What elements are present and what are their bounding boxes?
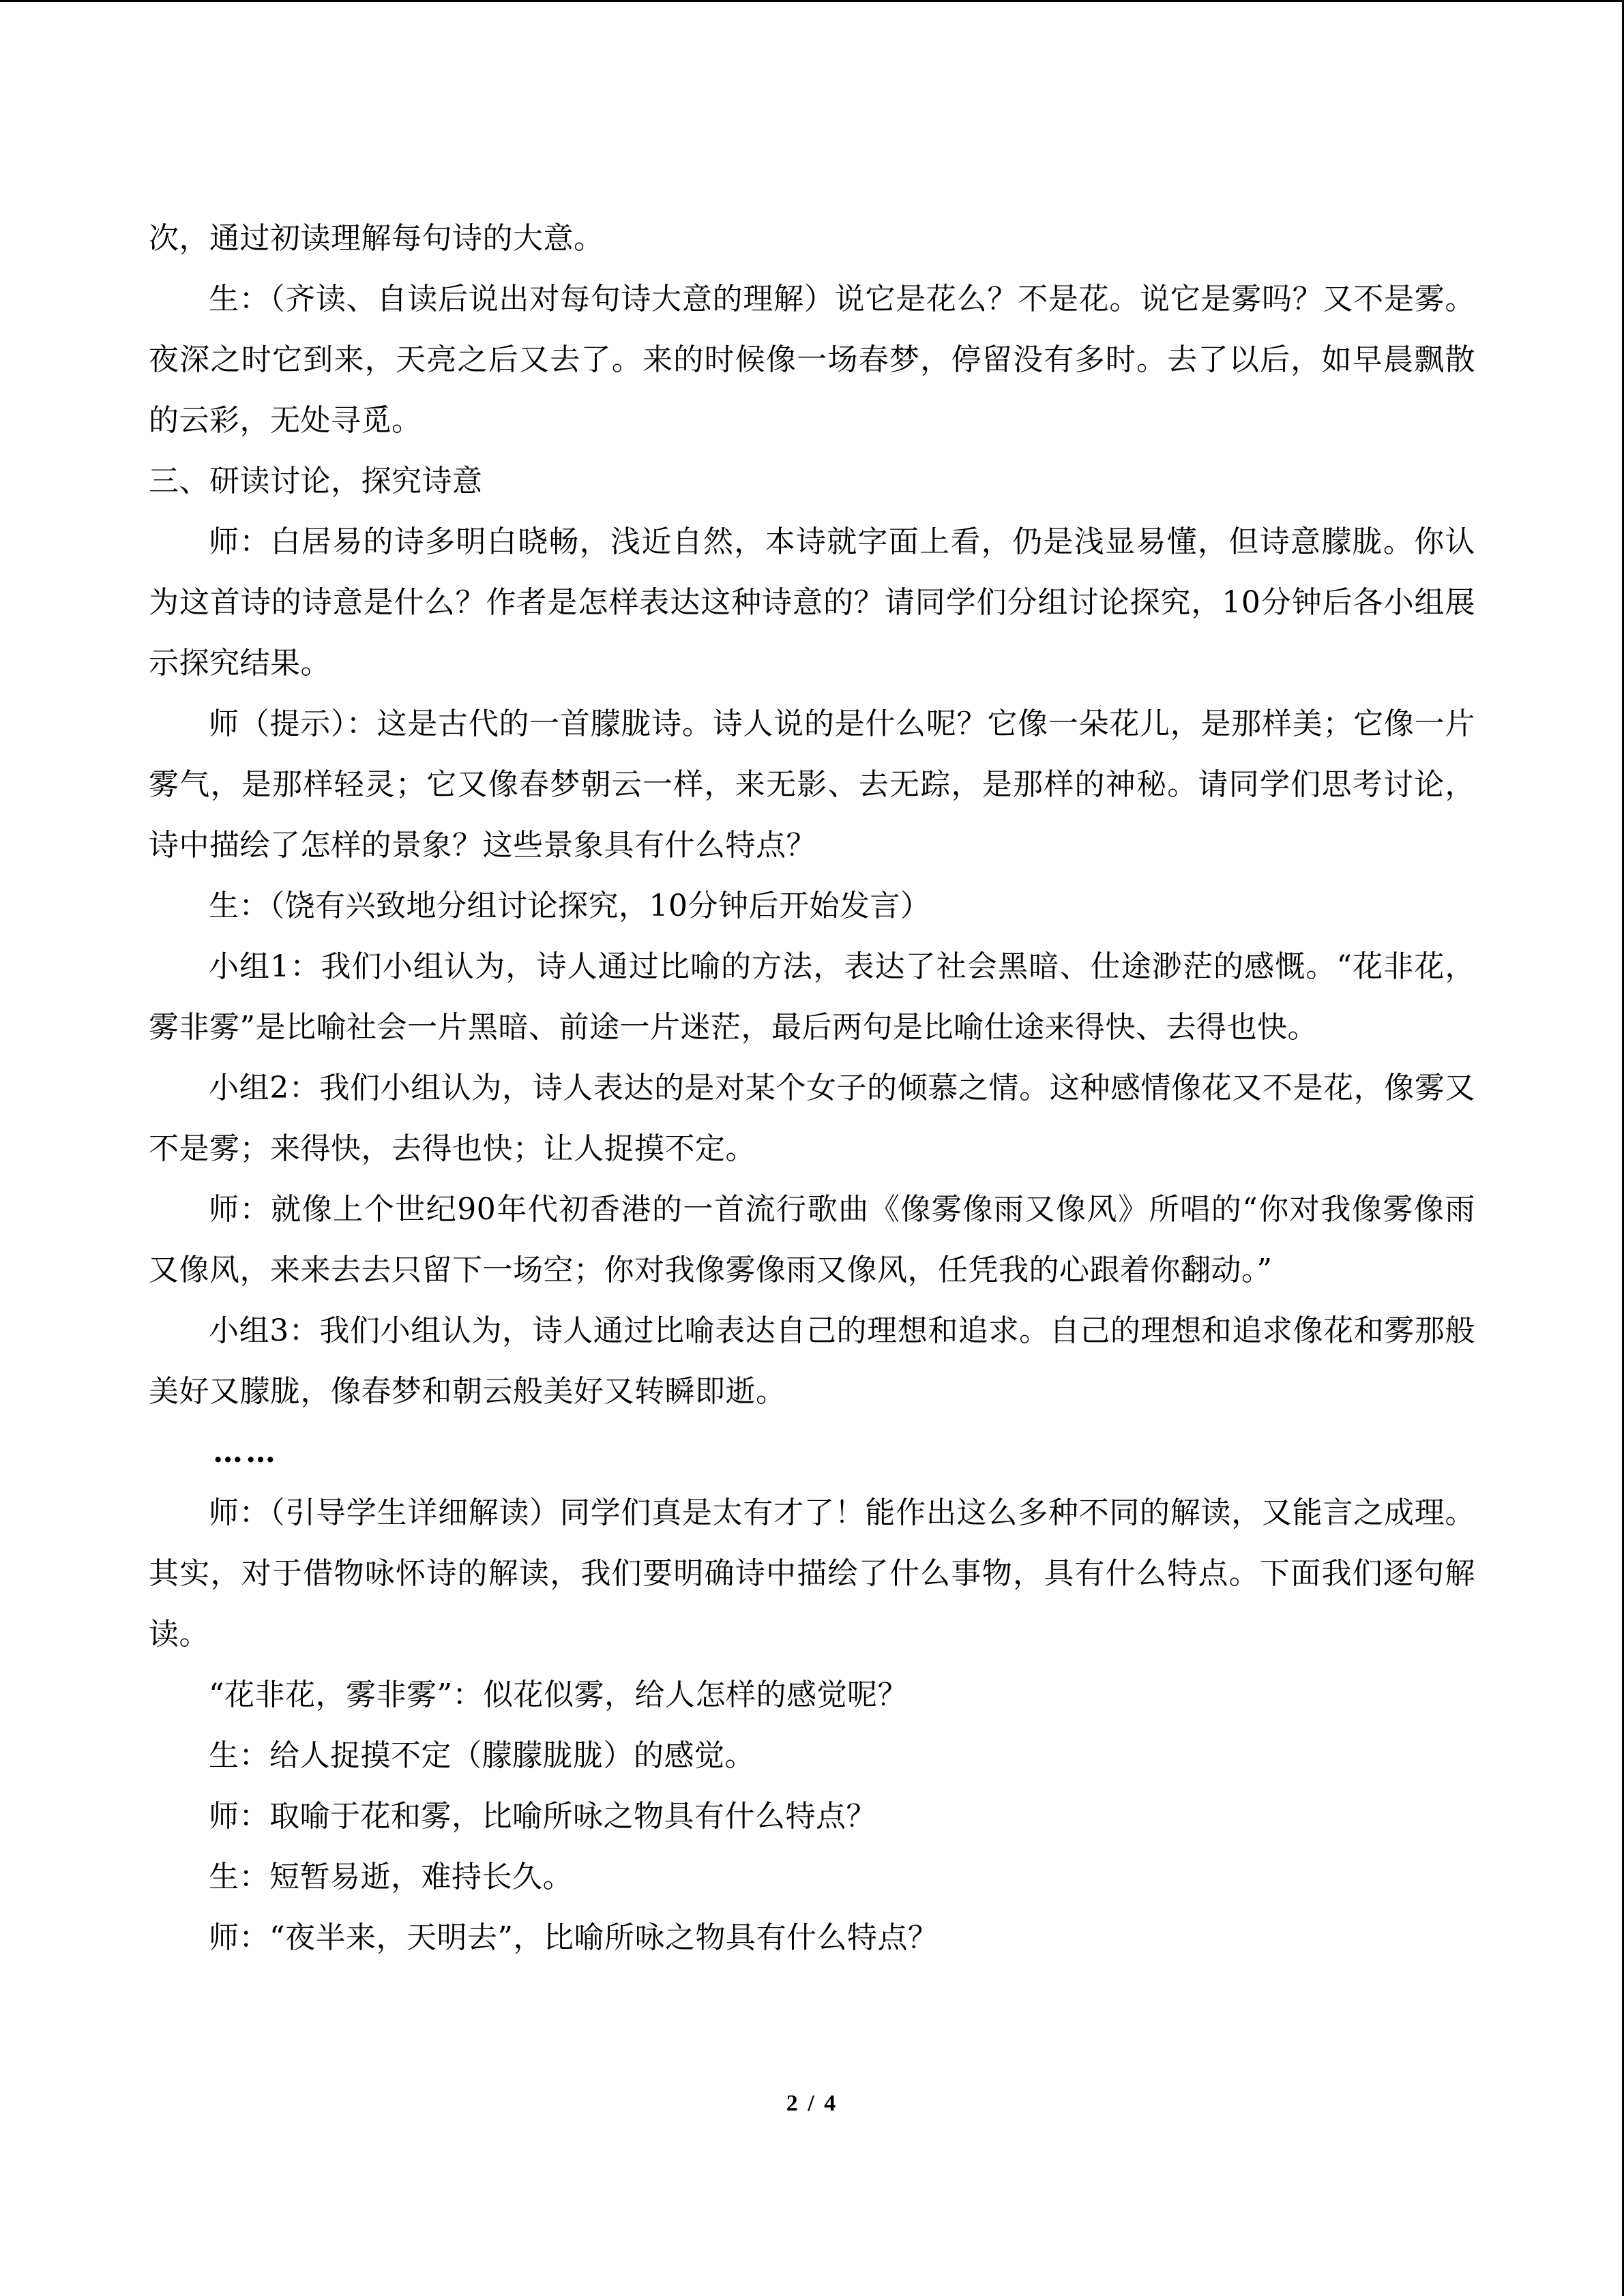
paragraph-student-answer-2: 生：短暂易逝，难持长久。 [209, 1860, 573, 1894]
section-heading-3: 三、研读讨论，探究诗意 [149, 464, 483, 498]
top-border-line [0, 0, 1624, 2]
paragraph-teacher-intro: 师：白居易的诗多明白晓畅，浅近自然，本诗就字面上看，仍是浅显易懂，但诗意朦胧。你认为这首诗的诗意是什么？作者是怎样表达这种诗意的？请同学们分组讨论探究，10分钟后各小组展示探究结果。 [149, 524, 1475, 681]
paragraph-teacher-question-3: 师：“夜半来，天明去”，比喻所咏之物具有什么特点？ [209, 1920, 939, 1955]
paragraph-teacher-question-2: 师：取喻于花和雾，比喻所咏之物具有什么特点？ [209, 1799, 876, 1834]
paragraph-teacher-hint: 师（提示）：这是古代的一首朦胧诗。诗人说的是什么呢？它像一朵花儿，是那样美；它像一片雾气，是那样轻灵；它又像春梦朝云一样，来无影、去无踪，是那样的神秘。请同学们思考讨论，诗中描绘了怎样的景象？这些景象具有什么特点？ [149, 706, 1475, 863]
paragraph-student-reading: 生：（齐读、自读后说出对每句诗大意的理解）说它是花么？不是花。说它是雾吗？又不是雾。夜深之时它到来，天亮之后又去了。来的时候像一场春梦，停留没有多时。去了以后，如早晨飘散的云彩，无处寻觅。 [149, 282, 1475, 438]
paragraph-teacher-guide: 师：（引导学生详细解读）同学们真是太有才了！能作出这么多种不同的解读，又能言之成理。其实，对于借物咏怀诗的解读，我们要明确诗中描绘了什么事物，具有什么特点。下面我们逐句解读。 [149, 1495, 1475, 1652]
paragraph-question-flower-mist: “花非花，雾非雾”：似花似雾，给人怎样的感觉呢？ [209, 1678, 908, 1712]
paragraph-group-2: 小组2：我们小组认为，诗人表达的是对某个女子的倾慕之情。这种感情像花又不是花，像雾又不是雾；来得快，去得也快；让人捉摸不定。 [149, 1071, 1475, 1166]
page-number: 2 / 4 [786, 2091, 838, 2116]
paragraph-group-3: 小组3：我们小组认为，诗人通过比喻表达自己的理想和追求。自己的理想和追求像花和雾那般美好又朦胧，像春梦和朝云般美好又转瞬即逝。 [149, 1313, 1475, 1409]
paragraph-teacher-song: 师：就像上个世纪90年代初香港的一首流行歌曲《像雾像雨又像风》所唱的“你对我像雾像雨又像风，来来去去只留下一场空；你对我像雾像雨又像风，任凭我的心跟着你翻动。” [149, 1192, 1475, 1287]
ellipsis-mark: …… [213, 1435, 278, 1470]
document-body [149, 208, 1475, 1968]
paragraph-student-answer-1: 生：给人捉摸不定（朦朦胧胧）的感觉。 [209, 1738, 755, 1773]
paragraph-continuation: 次，通过初读理解每句诗的大意。 [149, 221, 604, 256]
paragraph-group-1: 小组1：我们小组认为，诗人通过比喻的方法，表达了社会黑暗、仕途渺茫的感慨。“花非花，雾非雾”是比喻社会一片黑暗、前途一片迷茫，最后两句是比喻仕途来得快、去得也快。 [149, 949, 1475, 1045]
paragraph-student-discussion: 生：（饶有兴致地分组讨论探究，10分钟后开始发言） [209, 889, 931, 923]
